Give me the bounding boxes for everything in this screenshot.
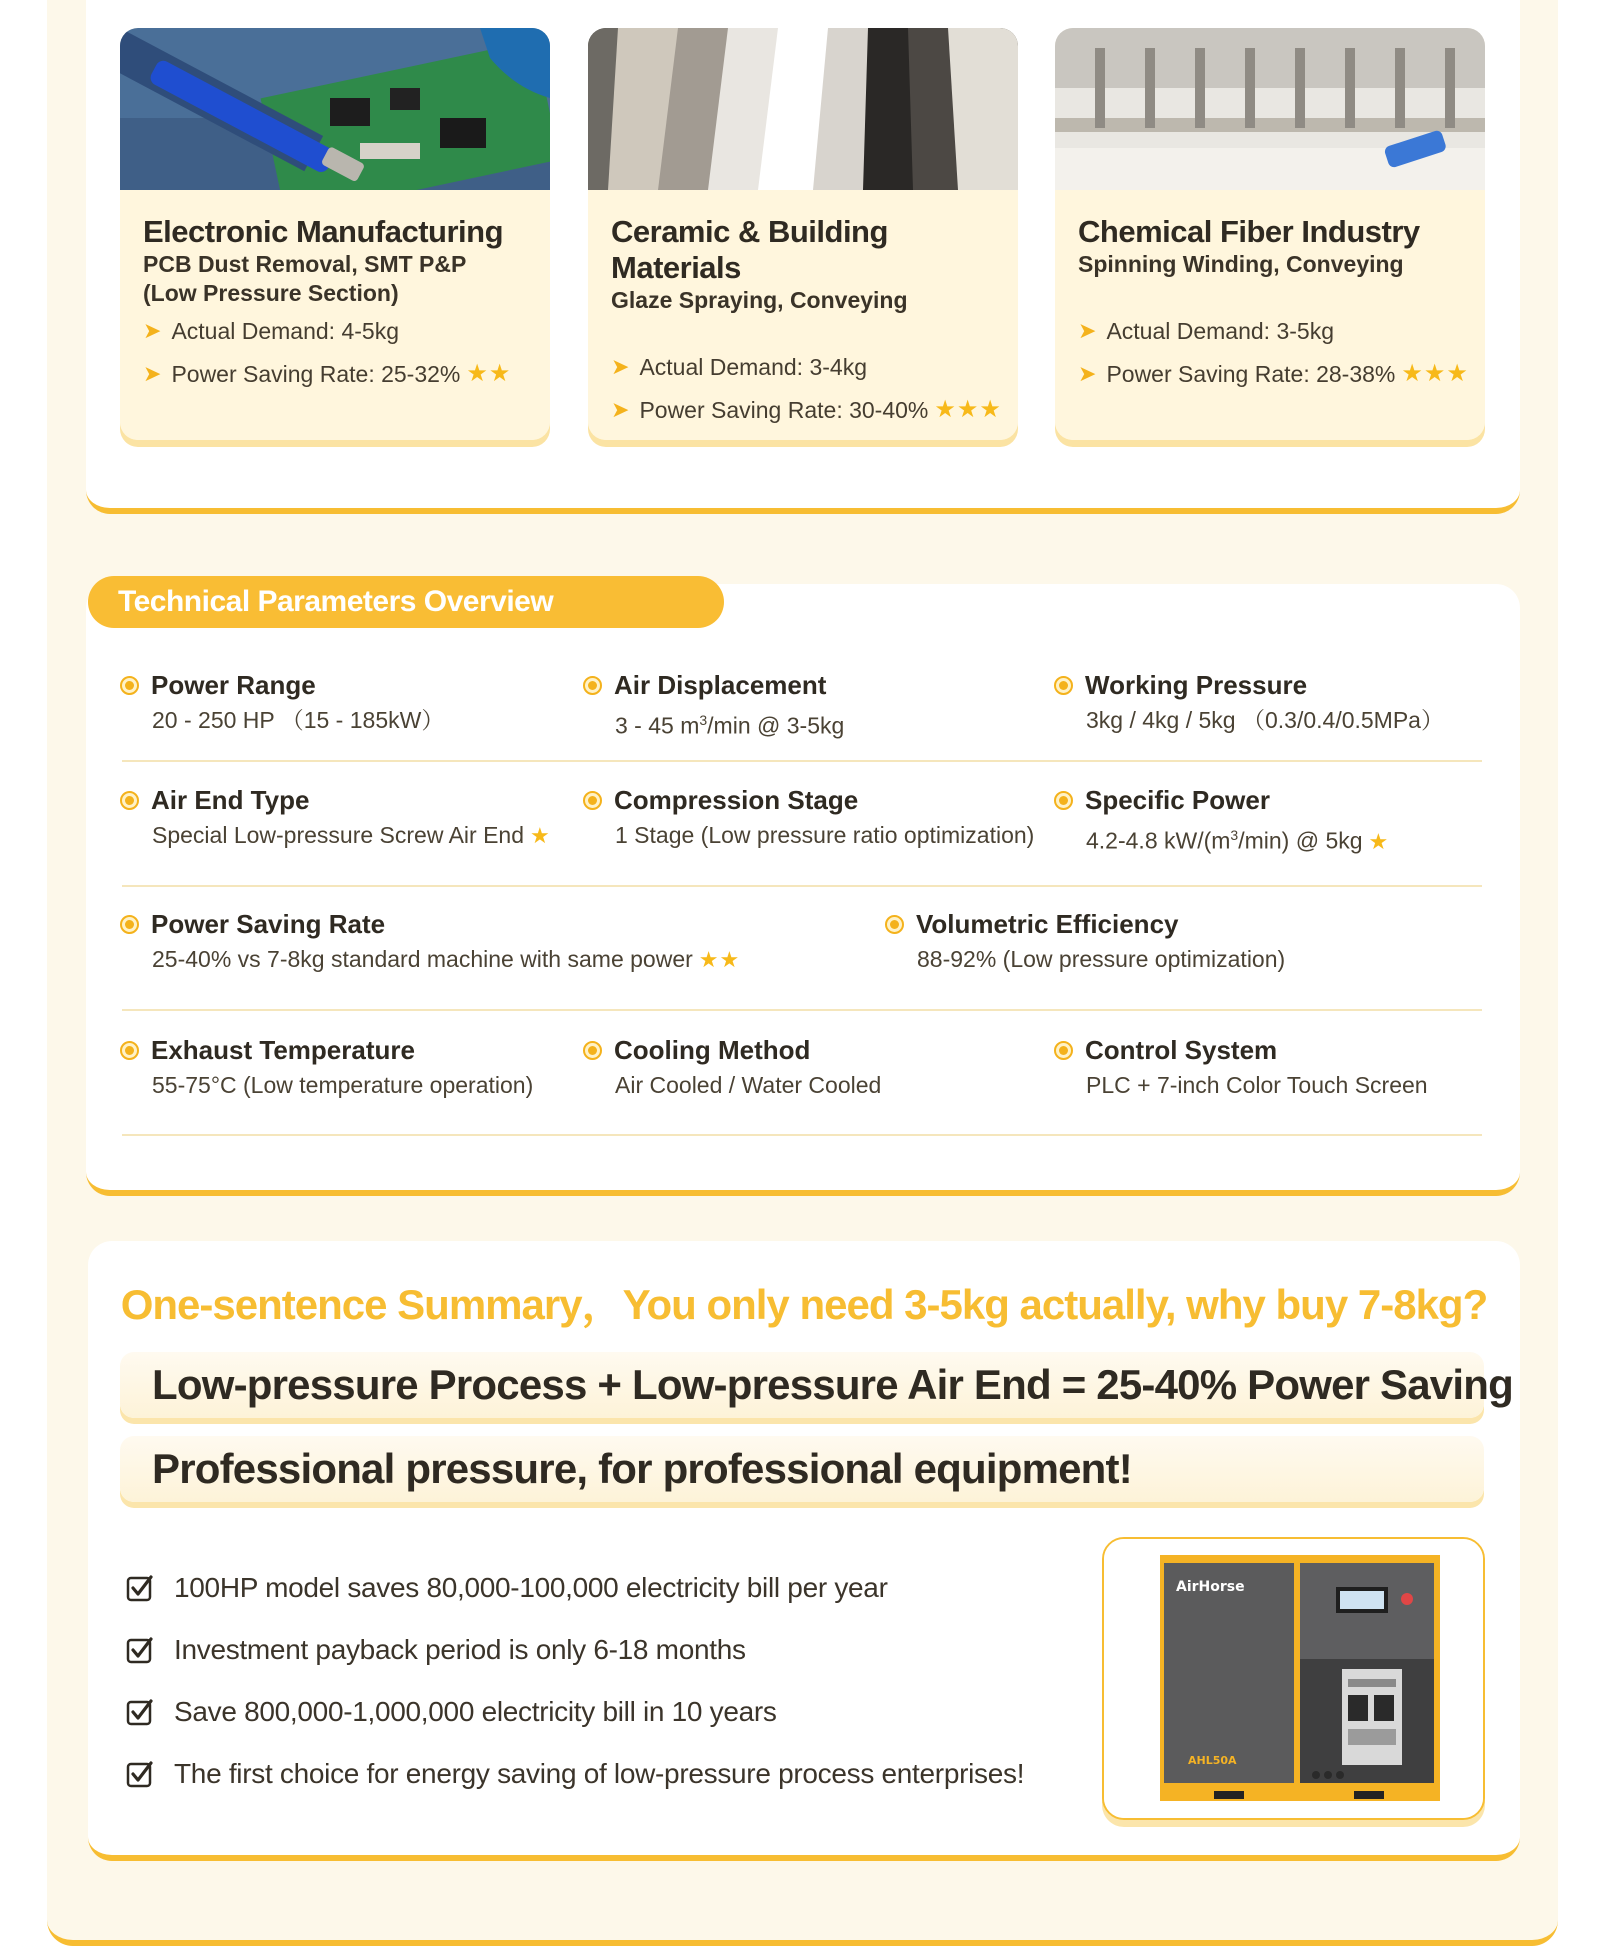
industry-saving: ➤ Power Saving Rate: 28-38% ★★★ [1078, 360, 1469, 387]
arrow-icon: ➤ [611, 354, 630, 379]
param-exhaust-temperature: Exhaust Temperature 55-75°C (Low temperature operation) [120, 1034, 533, 1101]
bullet-icon [120, 791, 139, 810]
star-icon: ★★ [698, 947, 741, 972]
checkbox-icon [126, 1636, 154, 1664]
bullet-icon [885, 915, 904, 934]
divider [122, 1134, 1482, 1136]
star-icon: ★★ [466, 360, 512, 387]
industry-subtitle-2 [611, 315, 996, 344]
industry-card-electronic [120, 28, 550, 440]
industry-title: Electronic Manufacturing [143, 214, 504, 249]
arrow-icon: ➤ [1078, 318, 1097, 343]
bullet-icon [120, 1041, 139, 1060]
summary-banner-slogan: Professional pressure, for professional equipment! [120, 1436, 1484, 1502]
param-specific-power: Specific Power 4.2-4.8 $kW/(m^3/\min)$ @ 5kg ★ [1054, 784, 1389, 858]
param-volumetric-efficiency: Volumetric Efficiency 88-92% (Low pressure optimization) [885, 908, 1285, 975]
bullet-icon [583, 791, 602, 810]
model-label: AHL50A [1188, 1754, 1237, 1767]
benefit-item: 100HP model saves 80,000-100,000 electricity bill per year [126, 1572, 888, 1604]
arrow-icon: ➤ [1078, 361, 1097, 386]
bullet-icon [120, 676, 139, 695]
star-icon: ★ [530, 823, 551, 848]
bullet-icon [120, 915, 139, 934]
arrow-icon: ➤ [143, 318, 162, 343]
summary-banner-formula: Low-pressure Process + Low-pressure Air End = 25-40% Power Saving [120, 1352, 1484, 1418]
industry-title: Ceramic & Building Materials [611, 214, 888, 285]
bullet-icon [1054, 791, 1073, 810]
benefit-item: Investment payback period is only 6-18 months [126, 1634, 746, 1666]
summary-title: One-sentence Summary，You only need 3-5kg actually, why buy 7-8kg? [120, 1281, 1488, 1328]
divider [122, 760, 1482, 762]
industry-saving: ➤ Power Saving Rate: 30-40% ★★★ [611, 396, 1002, 423]
star-icon: ★ [1368, 828, 1390, 854]
industry-card-ceramic [588, 28, 1018, 440]
arrow-icon: ➤ [611, 397, 630, 422]
bullet-icon [583, 1041, 602, 1060]
checkbox-icon [126, 1760, 154, 1788]
bullet-icon [1054, 1041, 1073, 1060]
divider [122, 1009, 1482, 1011]
industry-saving: ➤ Power Saving Rate: 25-32% ★★ [143, 360, 512, 387]
param-control-system: Control System PLC + 7-inch Color Touch Screen [1054, 1034, 1428, 1101]
param-air-end-type: Air End Type Special Low-pressure Screw Air End ★ [120, 784, 551, 852]
brand-logo: AirHorse [1176, 1579, 1245, 1595]
param-compression-stage: Compression Stage 1 Stage (Low pressure ratio optimization) [583, 784, 1034, 851]
arrow-icon: ➤ [143, 361, 162, 386]
industry-title: Chemical Fiber Industry [1078, 214, 1420, 249]
industry-subtitle-2 [1078, 279, 1463, 308]
pcb-photo [120, 28, 550, 190]
checkbox-icon [126, 1574, 154, 1602]
checkbox-icon [126, 1698, 154, 1726]
industry-card-fiber [1055, 28, 1485, 440]
benefit-item: Save 800,000-1,000,000 electricity bill in 10 years [126, 1696, 777, 1728]
ceramic-tiles-photo [588, 28, 1018, 190]
industry-demand: ➤ Actual Demand: 3-5kg [1078, 318, 1335, 344]
param-air-displacement: Air Displacement 3 - 45 $m^3/\min$ @ 3-5kg [583, 669, 844, 742]
industry-subtitle: Spinning Winding, Conveying [1078, 251, 1404, 277]
star-icon: ★★★ [1401, 360, 1469, 387]
bullet-icon [1054, 676, 1073, 695]
industry-demand: ➤ Actual Demand: 4-5kg [143, 318, 400, 344]
section-header: Technical Parameters Overview [88, 576, 724, 628]
star-icon: ★★★ [934, 396, 1002, 423]
param-power-range: Power Range 20 - 250 HP （15 - 185kW） [120, 669, 444, 736]
industry-demand: ➤ Actual Demand: 3-4kg [611, 354, 868, 380]
industry-subtitle: PCB Dust Removal, SMT P&P [143, 251, 467, 277]
bullet-icon [583, 676, 602, 695]
fiber-spinning-photo [1055, 28, 1485, 190]
param-power-saving-rate: Power Saving Rate 25-40% vs 7-8kg standard machine with same power ★★ [120, 908, 740, 976]
air-compressor-photo [1102, 1537, 1485, 1820]
param-cooling-method: Cooling Method Air Cooled / Water Cooled [583, 1034, 881, 1101]
param-working-pressure: Working Pressure 3kg / 4kg / 5kg （0.3/0.4/0.5MPa） [1054, 669, 1444, 736]
industry-subtitle: Glaze Spraying, Conveying [611, 287, 908, 313]
industry-subtitle-2: (Low Pressure Section) [143, 280, 399, 306]
benefit-item: The first choice for energy saving of low-pressure process enterprises! [126, 1758, 1024, 1790]
divider [122, 885, 1482, 887]
